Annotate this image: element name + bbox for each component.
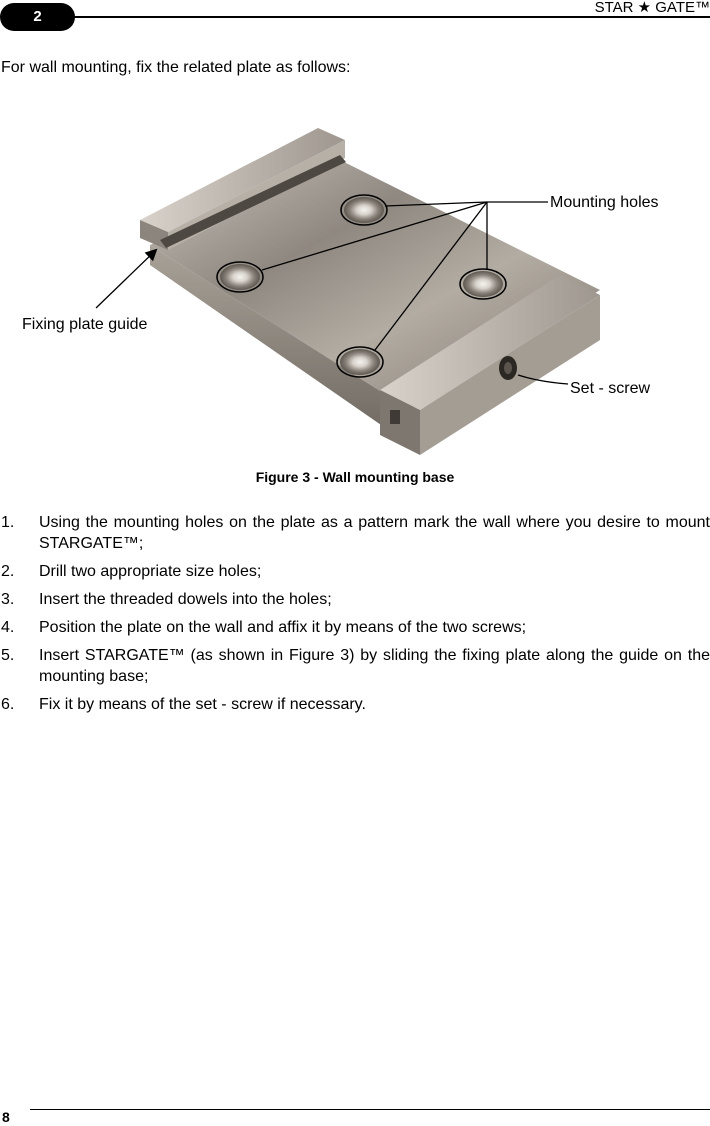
mounting-hole-bottom: [337, 347, 383, 377]
step-text: Fix it by means of the set - screw if necessary.: [39, 696, 366, 713]
step-text: Insert the threaded dowels into the holes;: [39, 591, 332, 608]
label-mounting-holes: Mounting holes: [550, 194, 659, 211]
list-item: [0, 561, 710, 582]
chapter-badge: [0, 3, 75, 31]
mounting-hole-top: [341, 195, 387, 225]
step-text: Drill two appropriate size holes;: [39, 563, 262, 580]
list-item: [0, 645, 710, 687]
list-item: [0, 694, 710, 715]
step-text: Using the mounting holes on the plate as a pattern mark the wall where you desire to mount STARGATE™;: [39, 514, 710, 552]
instruction-list: [0, 512, 710, 722]
header-rule: [70, 16, 710, 18]
list-item: [0, 512, 710, 554]
step-number: 5.: [1, 647, 15, 664]
intro-text: For wall mounting, fix the related plate as follows:: [1, 59, 351, 76]
chapter-number: 2: [33, 8, 42, 25]
figure-wall-mounting-base: [0, 100, 710, 470]
mounting-hole-right: [460, 269, 506, 299]
fixing-plate-guide-arrow: [96, 250, 156, 308]
figure-caption: Figure 3 - Wall mounting base: [255, 469, 455, 485]
wall-mounting-base-illustration: [0, 100, 710, 470]
step-number: 4.: [1, 619, 15, 636]
label-set-screw: Set - screw: [570, 380, 651, 397]
step-text: Insert STARGATE™ (as shown in Figure 3) by sliding the fixing plate along the guide on the mounting base;: [39, 647, 710, 685]
header-title: STAR ★ GATE™: [594, 0, 710, 16]
page-number: 8: [2, 1109, 10, 1125]
mounting-plate: [140, 128, 600, 455]
label-fixing-plate-guide: Fixing plate guide: [22, 316, 148, 333]
footer-rule: [30, 1109, 710, 1110]
step-number: 6.: [1, 696, 15, 713]
step-number: 3.: [1, 591, 15, 608]
list-item: [0, 589, 710, 610]
mounting-hole-left: [217, 262, 263, 292]
step-number: 2.: [1, 563, 15, 580]
step-number: 1.: [1, 514, 15, 531]
step-text: Position the plate on the wall and affix it by means of the two screws;: [39, 619, 527, 636]
list-item: [0, 617, 710, 638]
